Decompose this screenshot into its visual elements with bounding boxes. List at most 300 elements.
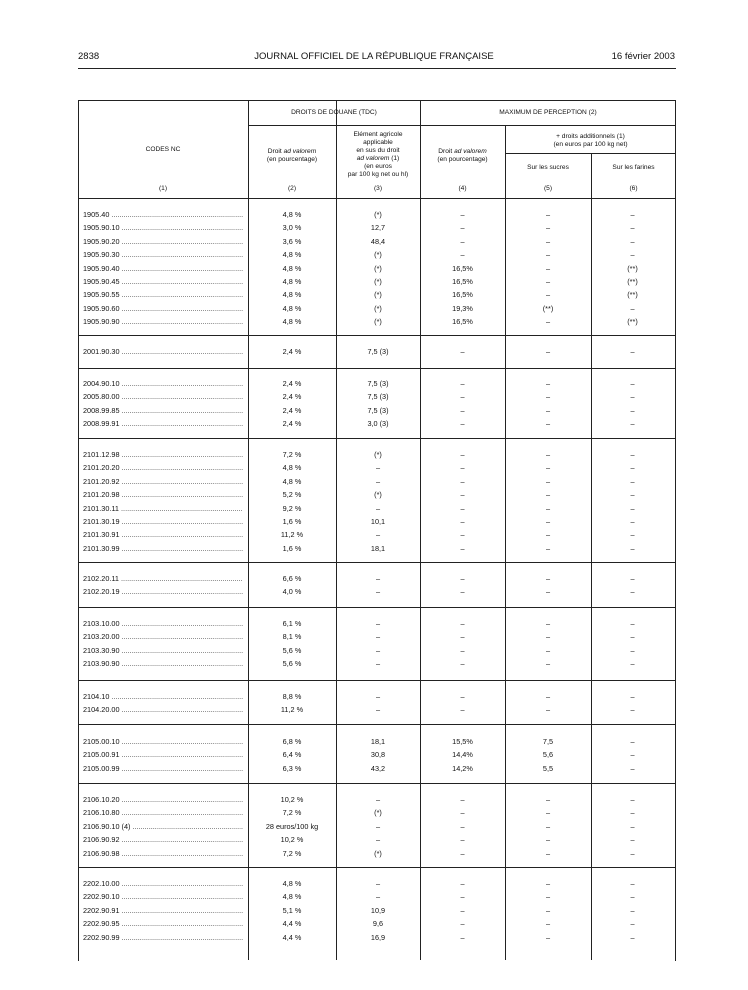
additional-sugar-cell: – [545, 210, 551, 219]
nc-code-cell: 2202.90.99 ..... [83, 933, 243, 942]
nc-code-cell: 2008.99.91 ..... [83, 419, 243, 428]
agricultural-element-cell: (*) [374, 210, 382, 219]
table-row [78, 290, 674, 303]
additional-flour-cell: – [630, 821, 635, 831]
table-row [78, 750, 674, 763]
additional-flour-cell: – [630, 763, 635, 773]
additional-flour-cell: – [630, 848, 635, 858]
additional-flour-cell: – [630, 250, 635, 260]
group-separator [78, 724, 676, 725]
table-row [78, 419, 674, 432]
additional-sugar-cell: – [545, 290, 551, 300]
max-ad-valorem-cell: – [460, 236, 465, 246]
table-row [78, 879, 674, 892]
nc-code-cell: 2106.90.92 ..... [83, 835, 243, 844]
ad-valorem-duty-cell: 6,1 % [282, 619, 302, 628]
additional-sugar-cell: – [545, 317, 551, 327]
nc-code-cell: 2105.00.91 ..... [83, 750, 243, 759]
additional-sugar-cell: – [545, 392, 551, 402]
additional-flour-cell: – [630, 236, 635, 246]
table-row [78, 544, 674, 557]
max-ad-valorem-cell: – [460, 835, 465, 845]
ad-valorem-duty-cell: 10,2 % [280, 835, 304, 845]
max-ad-valorem-cell: – [460, 250, 465, 260]
max-ad-valorem-cell: 16,5% [452, 317, 473, 327]
group-separator [78, 368, 676, 369]
additional-sugar-cell: 5,5 [542, 763, 554, 773]
table-row [78, 906, 674, 919]
nc-code-cell: 2005.80.00 ..... [83, 392, 243, 401]
agricultural-element-cell: – [375, 659, 381, 669]
additional-sugar-cell: – [545, 905, 551, 915]
additional-sugar-cell: – [545, 835, 551, 845]
table-row [78, 808, 674, 821]
additional-sugar-cell: 7,5 [542, 737, 554, 746]
additional-flour-cell: – [630, 392, 635, 402]
additional-flour-cell: – [630, 879, 635, 888]
additional-flour-cell: – [630, 210, 635, 219]
max-ad-valorem-cell: – [460, 379, 465, 388]
max-ad-valorem-cell: – [460, 892, 465, 902]
max-ad-valorem-cell: 15,5% [452, 737, 473, 746]
additional-sugar-cell: – [545, 490, 551, 500]
additional-sugar-cell: – [545, 848, 551, 858]
max-ad-valorem-cell: – [460, 808, 465, 818]
nc-code-cell: 2101.12.98 ..... [83, 450, 243, 459]
additional-flour-cell: – [630, 347, 635, 356]
max-ad-valorem-cell: – [460, 530, 465, 540]
additional-flour-cell: – [630, 892, 635, 902]
max-ad-valorem-cell: – [460, 632, 465, 642]
ad-valorem-duty-cell: 4,8 % [282, 210, 302, 219]
col-number-4: (4) [458, 185, 467, 192]
ad-valorem-duty-cell: 9,2 % [282, 503, 302, 513]
table-row [78, 250, 674, 263]
agricultural-element-cell: 48,4 [370, 236, 386, 246]
col-number-1: (1) [158, 185, 168, 192]
ad-valorem-duty-cell: 6,4 % [282, 750, 302, 760]
ad-valorem-duty-cell: 1,6 % [282, 517, 302, 526]
ad-valorem-duty-cell: 1,6 % [282, 543, 302, 553]
col3-heading: Elément agricole applicable en sus du droit ad valorem (1) (en euros par 100 kg net ou hl) [347, 131, 409, 178]
table-row [78, 406, 674, 419]
max-ad-valorem-cell: – [460, 392, 465, 402]
col-number-3: (3) [373, 185, 383, 192]
agricultural-element-cell: – [375, 463, 381, 473]
nc-code-cell: 2101.20.98 ..... [83, 490, 243, 499]
agricultural-element-cell: – [375, 574, 381, 583]
ad-valorem-duty-cell: 5,6 % [282, 659, 302, 669]
nc-code-cell: 2103.20.00 ..... [83, 632, 243, 641]
additional-duties-heading: + droits additionnels (1) (en euros par 100 kg net) [553, 133, 628, 148]
additional-sugar-cell: – [545, 932, 551, 942]
additional-sugar-cell: – [545, 263, 551, 273]
agricultural-element-cell: 30,8 [370, 750, 386, 760]
max-ad-valorem-cell: – [460, 932, 465, 942]
table-row [78, 477, 674, 490]
additional-sugar-cell: 5,6 [542, 750, 554, 760]
additional-flour-cell: – [630, 835, 635, 845]
max-ad-valorem-cell: – [460, 503, 465, 513]
additional-sugar-cell: – [545, 379, 551, 388]
nc-code-cell: 2101.30.99 ..... [83, 544, 243, 553]
agricultural-element-cell: – [375, 835, 381, 845]
nc-code-cell: 2101.30.11 ..... [83, 504, 243, 513]
additional-sugar-cell: – [545, 476, 551, 486]
additional-sugar-cell: – [545, 543, 551, 553]
agricultural-element-cell: (*) [374, 277, 382, 286]
additional-flour-cell: – [630, 737, 635, 746]
nc-code-cell: 1905.90.40 ..... [83, 264, 243, 273]
nc-code-cell: 2101.30.19 ..... [83, 517, 243, 526]
table-row [78, 392, 674, 405]
additional-sugar-cell: – [545, 821, 551, 831]
table-row [78, 587, 674, 600]
nc-code-cell: 2202.90.95 ..... [83, 919, 243, 928]
ad-valorem-duty-cell: 7,2 % [282, 848, 302, 858]
additional-sugar-cell: – [545, 892, 551, 902]
nc-code-cell: 1905.90.20 ..... [83, 237, 243, 246]
table-row [78, 237, 674, 250]
additional-flour-cell: – [630, 932, 635, 942]
agricultural-element-cell: – [375, 587, 381, 597]
nc-code-cell: 2001.90.30 ..... [83, 347, 243, 356]
nc-code-cell: 2102.20.11 ..... [83, 574, 243, 583]
additional-flour-cell: – [630, 530, 635, 540]
group-separator [78, 867, 676, 868]
nc-code-cell: 1905.90.60 ..... [83, 304, 243, 313]
table-row [78, 347, 674, 360]
agricultural-element-cell: – [375, 530, 381, 540]
additional-flour-cell: – [630, 476, 635, 486]
additional-sugar-cell: – [545, 659, 551, 669]
col6-heading: Sur les farines [612, 164, 655, 171]
table-row [78, 619, 674, 632]
max-ad-valorem-cell: – [460, 821, 465, 831]
ad-valorem-duty-cell: 4,0 % [282, 587, 302, 597]
col-number-2: (2) [287, 185, 297, 192]
ad-valorem-duty-cell: 2,4 % [282, 392, 302, 402]
additional-flour-cell: – [630, 919, 635, 929]
ad-valorem-duty-cell: 4,8 % [282, 250, 302, 260]
additional-flour-cell: – [630, 490, 635, 500]
col4-heading: Droit ad valorem (en pourcentage) [437, 148, 488, 163]
additional-flour-cell: – [630, 632, 635, 642]
col2-heading: Droit ad valorem (en pourcentage) [266, 148, 318, 163]
col-number-6: (6) [629, 185, 638, 192]
additional-flour-cell: (**) [627, 317, 638, 327]
max-ad-valorem-cell: – [460, 795, 465, 804]
max-ad-valorem-cell: – [460, 848, 465, 858]
table-row [78, 892, 674, 905]
table-row [78, 530, 674, 543]
max-ad-valorem-cell: – [460, 347, 465, 356]
agricultural-element-cell: 16,9 [370, 932, 386, 942]
col5-heading: Sur les sucres [527, 164, 569, 171]
additional-sugar-cell: – [545, 879, 551, 888]
ad-valorem-duty-cell: 5,1 % [282, 905, 302, 915]
table-row [78, 705, 674, 718]
ad-valorem-duty-cell: 2,4 % [282, 405, 302, 415]
nc-code-cell: 2202.90.91 ..... [83, 906, 243, 915]
ad-valorem-duty-cell: 6,3 % [282, 763, 302, 773]
table-row [78, 764, 674, 777]
group-separator [78, 562, 676, 563]
col-number-5: (5) [543, 185, 553, 192]
group-separator [78, 783, 676, 784]
additional-flour-cell: – [630, 405, 635, 415]
nc-code-cell: 2106.90.98 ..... [83, 849, 243, 858]
agricultural-element-cell: – [375, 795, 381, 804]
ad-valorem-duty-cell: 7,2 % [282, 450, 302, 459]
ad-valorem-duty-cell: 8,8 % [282, 692, 302, 701]
nc-code-cell: 1905.90.45 ..... [83, 277, 243, 286]
ad-valorem-duty-cell: 3,6 % [282, 236, 302, 246]
ad-valorem-duty-cell: 4,8 % [282, 892, 302, 902]
additional-sugar-cell: – [545, 574, 551, 583]
additional-sugar-cell: – [545, 347, 551, 356]
max-ad-valorem-cell: – [460, 919, 465, 929]
agricultural-element-cell: 7,5 (3) [367, 405, 389, 415]
nc-code-cell: 2202.10.00 ..... [83, 879, 243, 888]
droits-douane-heading-text: DROITS DE DOUANE (TDC) [291, 109, 377, 116]
nc-code-cell: 2106.90.10 (4) ..... [83, 822, 243, 831]
additional-flour-cell: – [630, 303, 635, 313]
nc-code-cell: 2104.20.00 ..... [83, 705, 243, 714]
nc-code-cell: 1905.90.55 ..... [83, 290, 243, 299]
header-rule [78, 68, 676, 69]
additional-flour-cell: – [630, 808, 635, 818]
max-ad-valorem-cell: – [460, 692, 465, 701]
table-row [78, 822, 674, 835]
agricultural-element-cell: – [375, 619, 381, 628]
table-row [78, 504, 674, 517]
max-ad-valorem-cell: – [460, 543, 465, 553]
ad-valorem-duty-cell: 4,8 % [282, 303, 302, 313]
nc-code-cell: 2101.20.92 ..... [83, 477, 243, 486]
table-row [78, 835, 674, 848]
table-row [78, 264, 674, 277]
additional-sugar-cell: – [545, 450, 551, 459]
additional-flour-cell: – [630, 750, 635, 760]
max-ad-valorem-cell: – [460, 905, 465, 915]
table-row [78, 379, 674, 392]
ad-valorem-duty-cell: 6,6 % [282, 574, 302, 583]
nc-code-cell: 1905.90.30 ..... [83, 250, 243, 259]
page-number: 2838 [78, 51, 100, 62]
nc-code-cell: 1905.90.10 ..... [83, 223, 243, 232]
additional-sugar-cell: – [545, 645, 551, 655]
table-row [78, 304, 674, 317]
additional-sugar-cell: – [545, 632, 551, 642]
max-ad-valorem-cell: – [460, 223, 465, 233]
max-ad-valorem-cell: – [460, 879, 465, 888]
agricultural-element-cell: 18,1 [370, 543, 386, 553]
nc-code-cell: 2102.20.19 ..... [83, 587, 243, 596]
ad-valorem-duty-cell: 8,1 % [282, 632, 302, 642]
additional-sugar-cell: – [545, 808, 551, 818]
additional-sugar-cell: – [545, 705, 551, 715]
table-row [78, 795, 674, 808]
additional-sugar-cell: – [545, 795, 551, 804]
nc-code-cell: 2103.10.00 ..... [83, 619, 243, 628]
nc-code-cell: 2104.10 ..... [83, 692, 243, 701]
additional-flour-cell: – [630, 587, 635, 597]
additional-flour-cell: – [630, 619, 635, 628]
additional-sugar-cell: – [545, 517, 551, 526]
ad-valorem-duty-cell: 4,8 % [282, 879, 302, 888]
additional-flour-cell: – [630, 574, 635, 583]
table-row [78, 849, 674, 862]
agricultural-element-cell: 7,5 (3) [367, 347, 389, 356]
ad-valorem-duty-cell: 6,8 % [282, 737, 302, 746]
max-ad-valorem-cell: – [460, 490, 465, 500]
table-row [78, 463, 674, 476]
additional-flour-cell: – [630, 692, 635, 701]
additional-flour-cell: – [630, 463, 635, 473]
table-row [78, 659, 674, 672]
additional-flour-cell: – [630, 543, 635, 553]
additional-flour-cell: – [630, 905, 635, 915]
additional-flour-cell: – [630, 795, 635, 804]
additional-sugar-cell: – [545, 419, 551, 429]
table-row [78, 919, 674, 932]
ad-valorem-duty-cell: 4,8 % [282, 463, 302, 473]
agricultural-element-cell: – [375, 645, 381, 655]
ad-valorem-duty-cell: 4,8 % [282, 290, 302, 300]
agricultural-element-cell: 10,9 [370, 905, 386, 915]
group-separator [78, 438, 676, 439]
table-row [78, 574, 674, 587]
ad-valorem-duty-cell: 2,4 % [282, 347, 302, 356]
additional-flour-cell: – [630, 705, 635, 715]
agricultural-element-cell: 43,2 [370, 763, 386, 773]
group-separator [78, 335, 676, 336]
max-ad-valorem-cell: – [460, 619, 465, 628]
ad-valorem-duty-cell: 4,8 % [282, 277, 302, 286]
additional-sugar-cell: – [545, 405, 551, 415]
agricultural-element-cell: (*) [374, 290, 382, 300]
journal-title: JOURNAL OFFICIEL DE LA RÉPUBLIQUE FRANÇAISE [254, 51, 494, 62]
max-ad-valorem-cell: 16,5% [452, 263, 473, 273]
table-row [78, 692, 674, 705]
agricultural-element-cell: 10,1 [370, 517, 386, 526]
ad-valorem-duty-cell: 4,8 % [282, 476, 302, 486]
additional-flour-cell: – [630, 517, 635, 526]
ad-valorem-duty-cell: 28 euros/100 kg [265, 821, 319, 831]
additional-flour-cell: – [630, 450, 635, 459]
codes-nc-heading: CODES NC [145, 146, 181, 153]
max-ad-valorem-cell: – [460, 463, 465, 473]
table-row [78, 632, 674, 645]
agricultural-element-cell: – [375, 632, 381, 642]
agricultural-element-cell: – [375, 705, 381, 715]
nc-code-cell: 2106.10.20 ..... [83, 795, 243, 804]
header-rule-1 [248, 125, 676, 126]
max-ad-valorem-cell: – [460, 645, 465, 655]
agricultural-element-cell: (*) [374, 317, 382, 327]
group-separator [78, 680, 676, 681]
table-row [78, 933, 674, 946]
group-separator [78, 607, 676, 608]
additional-flour-cell: – [630, 379, 635, 388]
max-ad-valorem-cell: 16,5% [452, 290, 473, 300]
table-row [78, 277, 674, 290]
ad-valorem-duty-cell: 5,2 % [282, 490, 302, 500]
header-bottom-rule [78, 198, 676, 199]
ad-valorem-duty-cell: 4,4 % [282, 919, 302, 929]
agricultural-element-cell: (*) [374, 490, 382, 500]
table-row [78, 490, 674, 503]
max-ad-valorem-cell: – [460, 574, 465, 583]
agricultural-element-cell: (*) [374, 808, 382, 818]
ad-valorem-duty-cell: 4,4 % [282, 932, 302, 942]
nc-code-cell: 2101.30.91 ..... [83, 530, 243, 539]
ad-valorem-duty-cell: 10,2 % [280, 795, 304, 804]
agricultural-element-cell: 7,5 (3) [367, 392, 389, 402]
max-ad-valorem-cell: 14,2% [452, 763, 473, 773]
ad-valorem-duty-cell: 5,6 % [282, 645, 302, 655]
additional-flour-cell: – [630, 419, 635, 429]
agricultural-element-cell: (*) [374, 250, 382, 260]
max-ad-valorem-cell: – [460, 587, 465, 597]
nc-code-cell: 2101.20.20 ..... [83, 463, 243, 472]
additional-sugar-cell: – [545, 619, 551, 628]
publication-date: 16 février 2003 [611, 51, 675, 62]
agricultural-element-cell: – [375, 821, 381, 831]
ad-valorem-duty-cell: 4,8 % [282, 317, 302, 327]
table-row [78, 737, 674, 750]
additional-sugar-cell: – [545, 692, 551, 701]
table-row [78, 646, 674, 659]
max-ad-valorem-cell: – [460, 419, 465, 429]
agricultural-element-cell: 12,7 [370, 223, 386, 233]
additional-flour-cell: – [630, 503, 635, 513]
nc-code-cell: 2105.00.10 ..... [83, 737, 243, 746]
max-ad-valorem-cell: 14,4% [452, 750, 473, 760]
agricultural-element-cell: – [375, 503, 381, 513]
additional-sugar-cell: – [545, 277, 551, 286]
ad-valorem-duty-cell: 7,2 % [282, 808, 302, 818]
table-row [78, 450, 674, 463]
agricultural-element-cell: – [375, 476, 381, 486]
additional-flour-cell: (**) [627, 277, 638, 286]
max-ad-valorem-cell: – [460, 210, 465, 219]
ad-valorem-duty-cell: 2,4 % [282, 419, 302, 429]
additional-sugar-cell: (**) [542, 303, 554, 313]
table-row [78, 223, 674, 236]
additional-sugar-cell: – [545, 223, 551, 233]
nc-code-cell: 2008.99.85 ..... [83, 406, 243, 415]
nc-code-cell: 2202.90.10 ..... [83, 892, 243, 901]
additional-sugar-cell: – [545, 530, 551, 540]
max-ad-valorem-cell: – [460, 476, 465, 486]
additional-sugar-cell: – [545, 463, 551, 473]
additional-flour-cell: – [630, 223, 635, 233]
nc-code-cell: 2103.90.90 ..... [83, 659, 243, 668]
nc-code-cell: 1905.40 ..... [83, 210, 243, 219]
agricultural-element-cell: – [375, 892, 381, 902]
additional-sugar-cell: – [545, 236, 551, 246]
agricultural-element-cell: – [375, 879, 381, 888]
additional-flour-cell: – [630, 645, 635, 655]
max-ad-valorem-cell: – [460, 450, 465, 459]
agricultural-element-cell: (*) [374, 303, 382, 313]
header-rule-2 [505, 153, 676, 154]
ad-valorem-duty-cell: 11,2 % [280, 530, 304, 540]
nc-code-cell: 2103.30.90 ..... [83, 646, 243, 655]
max-ad-valorem-cell: – [460, 405, 465, 415]
